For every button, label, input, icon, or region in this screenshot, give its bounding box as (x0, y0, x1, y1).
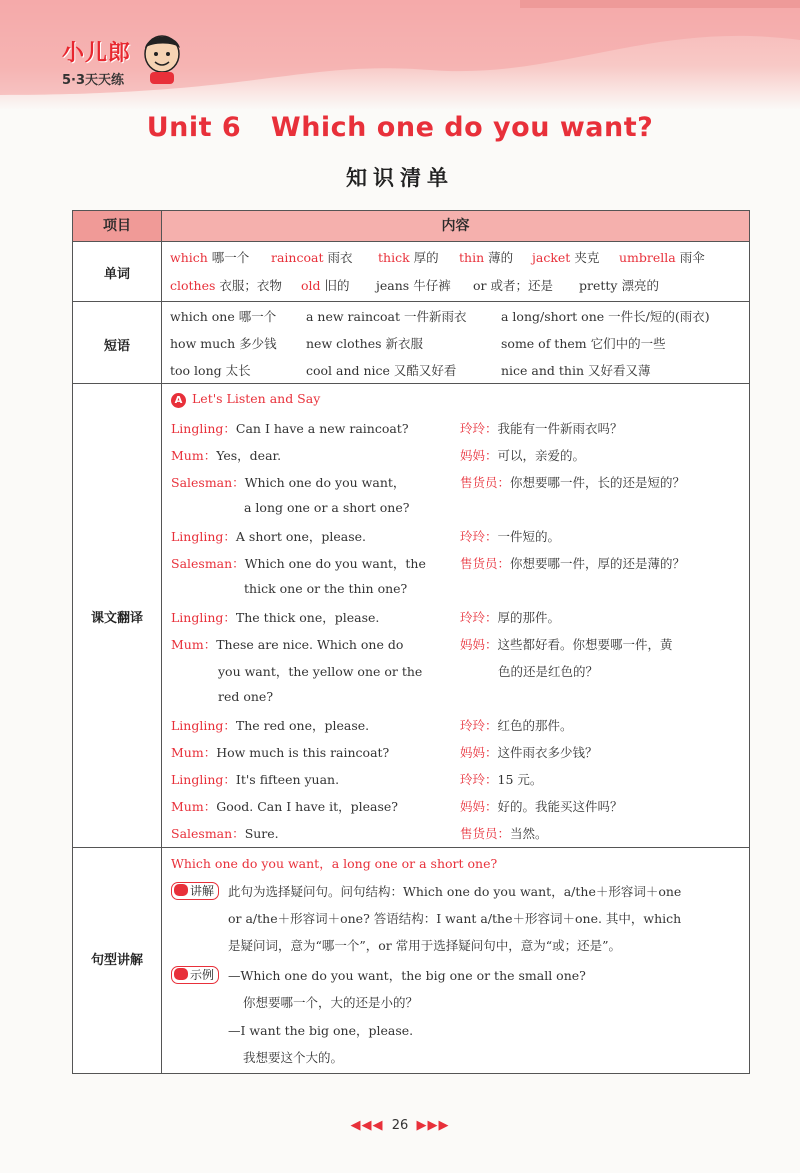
speaker-en: Salesman： (171, 826, 245, 841)
speaker-cn: 妈妈： (460, 637, 498, 652)
utterance-en: How much is this raincoat? (216, 745, 390, 760)
dialogue-cn-line (460, 527, 560, 545)
speaker-en: Lingling： (171, 421, 236, 436)
speaker-cn: 妈妈： (460, 745, 498, 760)
utterance-cn: 红色的那件。 (497, 718, 573, 733)
utterance-en: It's fifteen yuan. (235, 772, 340, 787)
speaker-cn: 售货员： (460, 826, 511, 841)
word-en: old (301, 278, 321, 293)
brand-series: 5·3天天练 (62, 73, 125, 88)
col-header-content: 内容 (162, 211, 749, 241)
word-cn: 或者；还是 (490, 278, 554, 293)
example-line: 你想要哪一个，大的还是小的？ (243, 995, 419, 1010)
phrase-item: too long 太长 (170, 363, 251, 378)
example-line: 我想要这个大的。 (243, 1050, 344, 1065)
word-en: thick (378, 250, 410, 265)
dialogue-en-line (171, 554, 426, 572)
speaker-en: Mum： (171, 637, 217, 652)
word-cn: 哪一个 (211, 250, 250, 265)
speaker-en: Salesman： (171, 475, 245, 490)
utterance-en: The thick one，please. (235, 610, 380, 625)
example-tag (171, 966, 219, 984)
utterance-cn: 你想要哪一件，厚的还是薄的？ (510, 556, 686, 571)
utterance-en: Yes，dear. (216, 448, 282, 463)
utterance-en: Good. Can I have it，please? (216, 799, 398, 814)
speaker-cn: 玲玲： (460, 421, 498, 436)
pencil-icon (174, 968, 188, 980)
word-cn: 漂亮的 (621, 278, 659, 293)
brand-name: 小儿郎 (62, 41, 132, 66)
word-item (532, 248, 599, 266)
explain-icon (174, 884, 188, 896)
dialogue-en-line: red one? (218, 689, 274, 704)
word-cn: 雨衣 (327, 250, 353, 265)
speaker-en: Salesman： (171, 556, 245, 571)
word-item (271, 248, 352, 266)
utterance-en: Can I have a new raincoat? (235, 421, 409, 436)
row-divider (73, 301, 749, 302)
page-footer (0, 1118, 800, 1133)
utterance-cn: 一件短的。 (497, 529, 561, 544)
phrase-item: some of them 它们中的一些 (501, 336, 666, 351)
word-item (376, 276, 451, 294)
dialogue-en-line (171, 716, 369, 734)
word-cn: 厚的 (413, 250, 439, 265)
word-cn: 雨伞 (679, 250, 705, 265)
explain-line: or a/the＋形容词＋one? 答语结构：I want a/the＋形容词＋one. 其中，which (228, 911, 682, 926)
dialogue-cn-line (460, 419, 623, 437)
dialogue-cn-line (460, 716, 573, 734)
dialogue-en-line (171, 824, 279, 842)
example-line: —I want the big one，please. (228, 1023, 414, 1038)
dialogue-cn-line (460, 446, 585, 464)
row-divider (73, 241, 749, 242)
speaker-en: Lingling： (171, 772, 236, 787)
dialogue-en-line: you want，the yellow one or the (218, 664, 423, 679)
row-label-sentence: 句型讲解 (90, 953, 143, 968)
speaker-cn: 玲玲： (460, 529, 498, 544)
utterance-cn: 你想要哪一件，长的还是短的？ (510, 475, 686, 490)
phrase-item: which one 哪一个 (170, 309, 277, 324)
dialogue-cn-line (460, 554, 685, 572)
word-cn: 薄的 (488, 250, 514, 265)
dialogue-en-line (171, 797, 398, 815)
phrase-item: nice and thin 又好看又薄 (501, 363, 651, 378)
utterance-cn: 我能有一件新雨衣吗？ (497, 421, 623, 436)
dialogue-en-line (171, 743, 389, 761)
phrase-item: a long/short one 一件长/短的(雨衣) (501, 309, 710, 324)
explain-tag-label: 讲解 (190, 884, 215, 898)
table-header (73, 211, 749, 241)
section-badge: A (171, 393, 186, 408)
speaker-en: Lingling： (171, 529, 236, 544)
word-item (170, 276, 282, 294)
col-header-item: 项目 (73, 211, 161, 241)
utterance-en: A short one，please. (235, 529, 366, 544)
word-en: umbrella (619, 250, 676, 265)
utterance-en: Which one do you want，the (244, 556, 426, 571)
speaker-cn: 玲玲： (460, 610, 498, 625)
dialogue-en-line: a long one or a short one? (244, 500, 410, 515)
word-item (301, 276, 350, 294)
page-subtitle: 知识清单 (346, 166, 454, 190)
dialogue-cn-line (460, 743, 598, 761)
utterance-en: The red one，please. (235, 718, 370, 733)
section-title: Let's Listen and Say (192, 391, 321, 406)
dialogue-cn-line (460, 824, 548, 842)
explain-line: 此句为选择疑问句。问句结构：Which one do you want，a/the＋形容词＋one (228, 884, 682, 899)
word-item (378, 248, 439, 266)
speaker-cn: 妈妈： (460, 799, 498, 814)
word-en: raincoat (271, 250, 324, 265)
phrase-item: a new raincoat 一件新雨衣 (306, 309, 467, 324)
word-cn: 旧的 (324, 278, 350, 293)
utterance-cn: 好的。我能买这件吗？ (497, 799, 623, 814)
knowledge-table (72, 210, 750, 1074)
speaker-en: Mum： (171, 799, 217, 814)
word-cn: 牛仔裤 (413, 278, 451, 293)
speaker-cn: 玲玲： (460, 718, 498, 733)
row-label-words: 单词 (103, 267, 130, 282)
phrase-item: new clothes 新衣服 (306, 336, 424, 351)
example-tag-label: 示例 (190, 968, 215, 982)
dialogue-cn-line (460, 608, 560, 626)
word-item (459, 248, 513, 266)
word-en: jeans (376, 278, 410, 293)
dialogue-cn-line (460, 473, 685, 491)
speaker-cn: 售货员： (460, 475, 511, 490)
dialogue-en-line (171, 527, 366, 545)
utterance-cn: 这些都好看。你想要哪一件，黄 (497, 637, 673, 652)
word-cn: 夹克 (574, 250, 600, 265)
speaker-cn: 妈妈： (460, 448, 498, 463)
dialogue-cn-line (460, 635, 673, 653)
dialogue-en-line (171, 473, 405, 491)
speaker-en: Mum： (171, 448, 217, 463)
word-en: clothes (170, 278, 216, 293)
dialogue-cn-line: 色的还是红色的？ (498, 664, 599, 679)
word-item (579, 276, 659, 294)
example-line: —Which one do you want，the big one or the small one? (228, 968, 586, 983)
word-en: thin (459, 250, 485, 265)
utterance-cn: 当然。 (510, 826, 548, 841)
dialogue-en-line: thick one or the thin one? (244, 581, 408, 596)
left-arrows-icon: ◀◀◀ (350, 1118, 384, 1133)
dialogue-en-line (171, 608, 379, 626)
utterance-en: Which one do you want， (244, 475, 406, 490)
utterance-cn: 15 元。 (497, 772, 543, 787)
sentence-heading: Which one do you want，a long one or a short one? (171, 856, 498, 871)
unit-title: Unit 6 Which one do you want? (146, 112, 654, 143)
word-item (473, 276, 553, 294)
explain-line: 是疑问词，意为“哪一个”，or 常用于选择疑问句中，意为“或；还是”。 (228, 938, 622, 953)
speaker-en: Mum： (171, 745, 217, 760)
row-label-dialogue: 课文翻译 (90, 611, 143, 626)
dialogue-section-heading (171, 391, 320, 408)
word-en: or (473, 278, 487, 293)
dialogue-en-line (171, 770, 339, 788)
mascot-boy-icon (140, 32, 186, 84)
row-divider (73, 847, 749, 848)
dialogue-cn-line (460, 770, 542, 788)
utterance-cn: 这件雨衣多少钱？ (497, 745, 598, 760)
page-number: 26 (391, 1118, 409, 1133)
utterance-en: These are nice. Which one do (216, 637, 404, 652)
word-en: pretty (579, 278, 618, 293)
speaker-cn: 售货员： (460, 556, 511, 571)
word-cn: 衣服；衣物 (219, 278, 282, 293)
speaker-en: Lingling： (171, 610, 236, 625)
word-en: jacket (532, 250, 571, 265)
row-label-phrases: 短语 (103, 339, 130, 354)
explain-tag (171, 882, 219, 900)
word-en: which (170, 250, 208, 265)
word-item (170, 248, 249, 266)
dialogue-en-line (171, 419, 409, 437)
utterance-cn: 可以，亲爱的。 (497, 448, 586, 463)
dialogue-cn-line (460, 797, 623, 815)
phrase-item: cool and nice 又酷又好看 (306, 363, 457, 378)
row-divider (73, 383, 749, 384)
word-item (619, 248, 705, 266)
speaker-cn: 玲玲： (460, 772, 498, 787)
dialogue-en-line (171, 635, 403, 653)
right-arrows-icon: ▶▶▶ (416, 1118, 450, 1133)
phrase-item: how much 多少钱 (170, 336, 277, 351)
dialogue-en-line (171, 446, 281, 464)
brand-logo (62, 36, 131, 88)
utterance-cn: 厚的那件。 (497, 610, 561, 625)
column-divider (161, 211, 162, 1073)
speaker-en: Lingling： (171, 718, 236, 733)
utterance-en: Sure. (244, 826, 279, 841)
